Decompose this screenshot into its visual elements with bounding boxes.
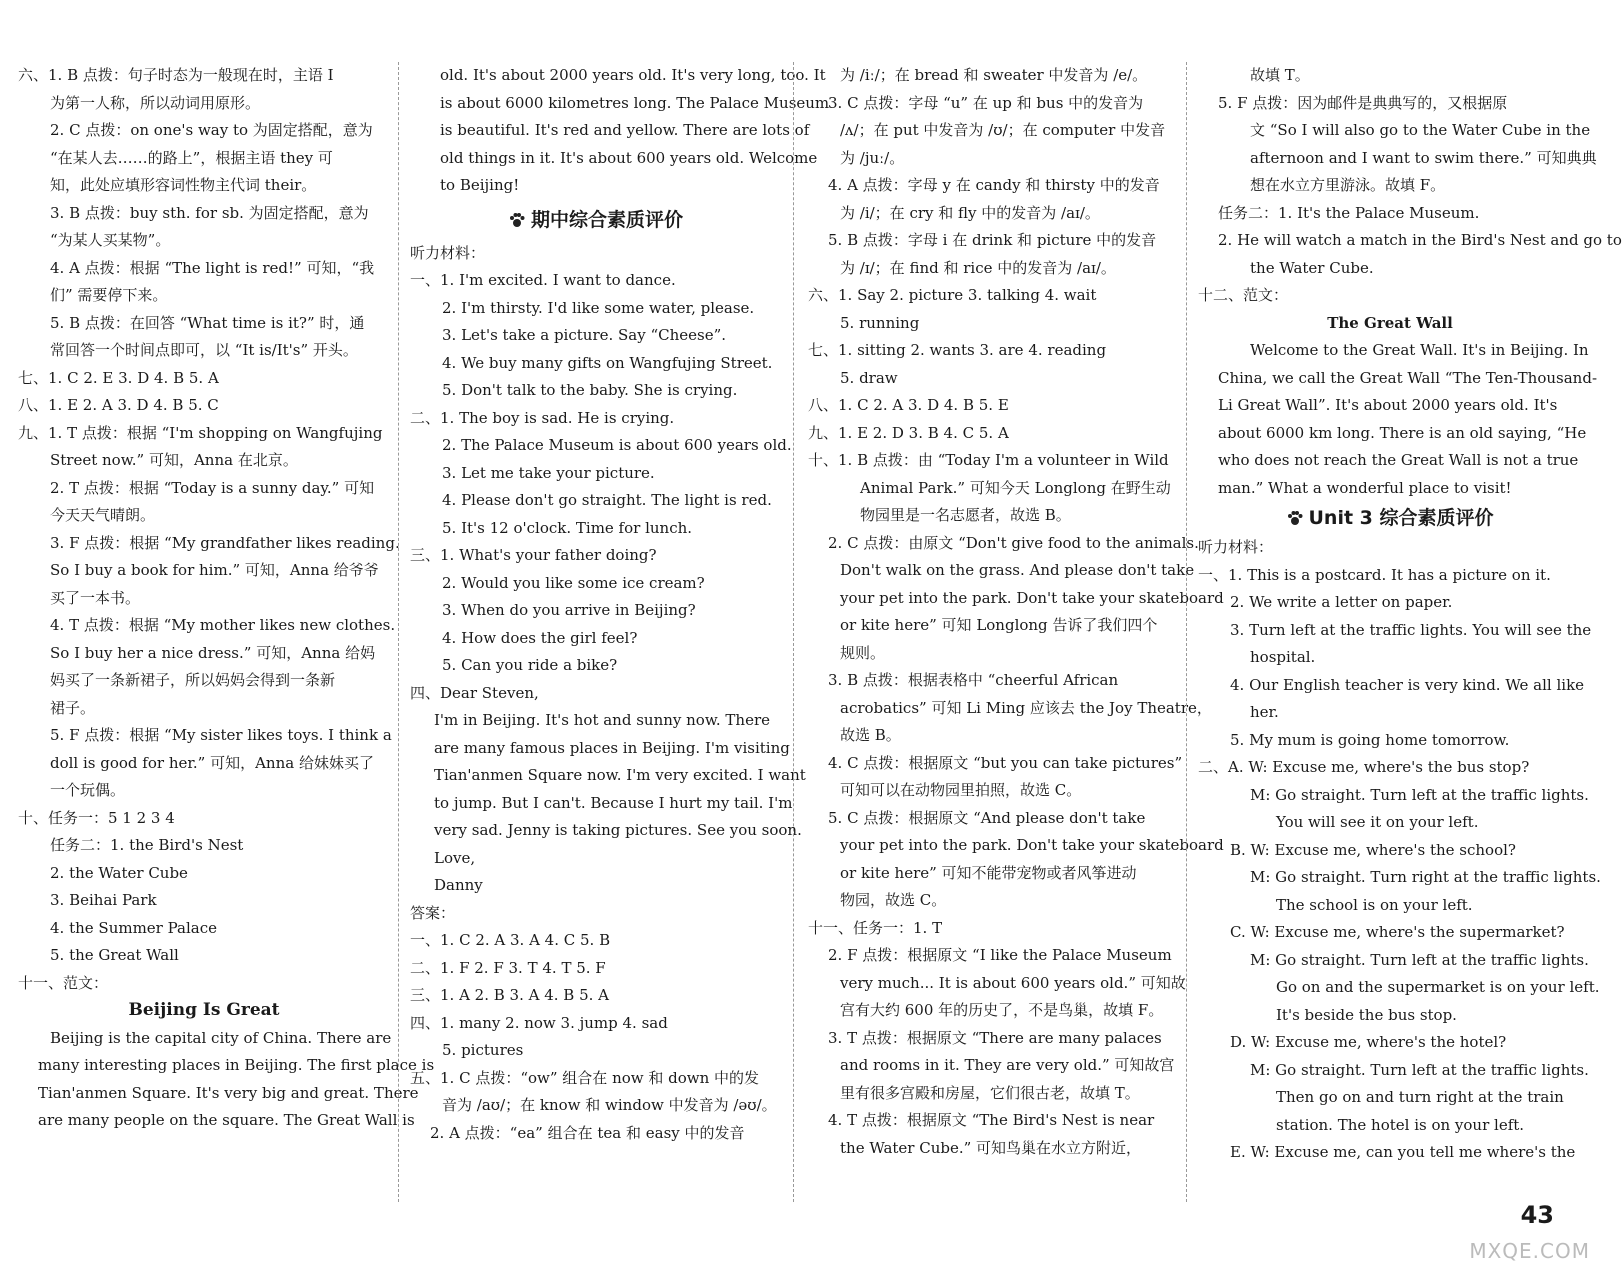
text-line: 2. He will watch a match in the Bird's Nest and go to: [1218, 231, 1622, 249]
section-heading: [410, 204, 782, 236]
text-line: 九、1. T 点拨：根据 “I'm shopping on Wangfujing: [18, 423, 383, 442]
text-line: 5. B 点拨：字母 i 在 drink 和 picture 中的发音: [828, 231, 1157, 249]
text-line: are many famous places in Beijing. I'm visiting: [434, 738, 790, 757]
text-line: 5. F 点拨：因为邮件是典典写的，又根据原: [1218, 93, 1508, 112]
text-line: 知，此处应填形容词性物主代词 their。: [50, 176, 317, 194]
text-line: 任务二：1. It's the Palace Museum.: [1218, 203, 1480, 222]
text-line: /ʌ/；在 put 中发音为 /ʊ/；在 computer 中发音: [840, 121, 1166, 139]
text-line: who does not reach the Great Wall is not a true: [1218, 451, 1579, 469]
text-line: old things in it. It's about 600 years old. Welcome: [440, 148, 818, 167]
text-line: 文 “So I will also go to the Water Cube in the: [1250, 121, 1591, 139]
text-line: The school is on your left.: [1276, 895, 1473, 914]
page-number: 43: [1520, 1201, 1554, 1229]
text-line: 4. T 点拨：根据原文 “The Bird's Nest is near: [828, 1111, 1155, 1129]
text-line: 为 /iː/；在 bread 和 sweater 中发音为 /e/。: [840, 66, 1148, 84]
text-line: 想在水立方里游泳。故填 F。: [1250, 176, 1446, 194]
text-line: 一、1. This is a postcard. It has a picture on it.: [1198, 565, 1551, 584]
text-line: Go on and the supermarket is on your left.: [1276, 978, 1600, 996]
text-line: 们” 需要停下来。: [50, 286, 168, 304]
text-line: M: Go straight. Turn left at the traffic lights.: [1250, 785, 1589, 804]
text-line: Street now.” 可知，Anna 在北京。: [50, 451, 298, 469]
text-line: Then go on and turn right at the train: [1276, 1088, 1564, 1106]
text-line: or kite here” 可知不能带宠物或者风筝进动: [840, 863, 1137, 882]
text-line: 4. We buy many gifts on Wangfujing Street.: [442, 353, 773, 372]
text-line: 故选 B。: [840, 726, 901, 744]
text-line: hospital.: [1250, 648, 1316, 666]
text-line: 2. the Water Cube: [50, 863, 188, 882]
text-line: 任务二：1. the Bird's Nest: [50, 836, 244, 854]
text-line: 二、1. The boy is sad. He is crying.: [410, 408, 675, 427]
text-line: 2. Would you like some ice cream?: [442, 573, 705, 592]
text-line: 五、1. C 点拨：“ow” 组合在 now 和 down 中的发: [410, 1068, 760, 1087]
text-line: 七、1. sitting 2. wants 3. are 4. reading: [808, 341, 1107, 359]
text-line: C. W: Excuse me, where's the supermarket?: [1230, 923, 1565, 941]
text-line: station. The hotel is on your left.: [1276, 1115, 1525, 1134]
text-line: 今天天气晴朗。: [50, 506, 156, 524]
text-line: 5. Can you ride a bike?: [442, 656, 618, 674]
text-line: your pet into the park. Don't take your skateboard: [840, 836, 1224, 854]
text-line: 六、1. B 点拨：句子时态为一般现在时，主语 I: [18, 66, 334, 84]
text-line: 为 /ɪ/；在 find 和 rice 中的发音为 /aɪ/。: [840, 258, 1116, 277]
text-line: her.: [1250, 703, 1279, 721]
text-line: 六、1. Say 2. picture 3. talking 4. wait: [808, 286, 1097, 304]
text-line: 物园里是一名志愿者，故选 B。: [860, 506, 1071, 524]
text-line: 十、1. B 点拨：由 “Today I'm a volunteer in Wild: [808, 451, 1169, 469]
text-line: E. W: Excuse me, can you tell me where's the: [1230, 1143, 1576, 1161]
text-line: doll is good for her.” 可知，Anna 给妹妹买了: [50, 753, 374, 772]
text-line: 2. We write a letter on paper.: [1230, 593, 1453, 611]
text-line: the Water Cube.” 可知鸟巢在水立方附近，: [840, 1138, 1142, 1157]
text-line: 十、任务一：5 1 2 3 4: [18, 808, 175, 827]
text-line: 九、1. E 2. D 3. B 4. C 5. A: [808, 423, 1009, 442]
text-line: 一个玩偶。: [50, 781, 126, 799]
text-line: to jump. But I can't. Because I hurt my tail. I'm: [434, 793, 793, 812]
text-line: Welcome to the Great Wall. It's in Beijing. In: [1250, 341, 1589, 359]
text-line: 为 /juː/。: [840, 148, 905, 167]
text-line: 里有很多宫殿和房屋，它们很古老，故填 T。: [840, 1083, 1140, 1102]
text-line: D. W: Excuse me, where's the hotel?: [1230, 1033, 1507, 1051]
text-line: many interesting places in Beijing. The first place is: [38, 1056, 435, 1074]
text-line: about 6000 km long. There is an old saying, “He: [1218, 423, 1587, 442]
text-line: to Beijing!: [440, 176, 520, 194]
text-line: So I buy a book for him.” 可知，Anna 给爷爷: [50, 561, 379, 579]
text-line: 听力材料：: [1198, 538, 1274, 556]
text-line: 5. F 点拨：根据 “My sister likes toys. I think a: [50, 726, 392, 744]
text-line: 裙子。: [50, 698, 96, 717]
text-line: 2. The Palace Museum is about 600 years old.: [442, 436, 792, 454]
text-line: 三、1. What's your father doing?: [410, 546, 657, 564]
text-line: and rooms in it. They are very old.” 可知故宫: [840, 1056, 1175, 1074]
text-line: 答案：: [410, 903, 456, 922]
text-line: 宫有大约 600 年的历史了，不是鸟巢，故填 F。: [840, 1001, 1164, 1019]
text-line: Don't walk on the grass. And please don't take: [840, 561, 1195, 579]
watermark: MXQE.COM: [1469, 1239, 1590, 1263]
text-line: 3. B 点拨：根据表格中 “cheerful African: [828, 671, 1119, 689]
text-line: 2. C 点拨：由原文 “Don't give food to the animals.: [828, 533, 1199, 552]
text-line: 二、A. W: Excuse me, where's the bus stop?: [1198, 758, 1530, 776]
text-line: 4. A 点拨：字母 y 在 candy 和 thirsty 中的发音: [828, 176, 1160, 194]
text-line: Tian'anmen Square. It's very big and great. There: [38, 1083, 419, 1102]
text-line: your pet into the park. Don't take your skateboard: [840, 588, 1224, 607]
text-line: 2. C 点拨：on one's way to 为固定搭配，意为: [50, 121, 373, 139]
text-line: old. It's about 2000 years old. It's very long, too. It: [440, 66, 826, 84]
text-line: 四、Dear Steven,: [410, 683, 539, 702]
section-title: Unit 3 综合素质评价: [1308, 507, 1494, 529]
text-line: very much... It is about 600 years old.” 可知故: [840, 973, 1186, 992]
text-line: 常回答一个时间点即可，以 “It is/It's” 开头。: [50, 341, 358, 359]
text-line: Li Great Wall”. It's about 2000 years old. It's: [1218, 396, 1558, 414]
text-line: Danny: [434, 876, 483, 894]
text-line: 5. Don't talk to the baby. She is crying.: [442, 381, 738, 399]
text-line: 2. I'm thirsty. I'd like some water, please.: [442, 298, 755, 317]
text-line: 4. the Summer Palace: [50, 918, 217, 937]
text-line: 十一、范文：: [18, 973, 109, 992]
text-line: 5. pictures: [442, 1041, 524, 1059]
text-line: I'm in Beijing. It's hot and sunny now. There: [434, 711, 771, 729]
text-line: 一、1. C 2. A 3. A 4. C 5. B: [410, 931, 611, 949]
text-line: 一、1. I'm excited. I want to dance.: [410, 271, 676, 289]
text-line: is beautiful. It's red and yellow. There are lots of: [440, 121, 810, 139]
text-line: Tian'anmen Square now. I'm very excited. I want: [434, 766, 806, 784]
text-line: 七、1. C 2. E 3. D 4. B 5. A: [18, 368, 219, 387]
text-line: 5. My mum is going home tomorrow.: [1230, 730, 1510, 749]
text-line: 音为 /aʊ/；在 know 和 window 中发音为 /əʊ/。: [442, 1096, 777, 1114]
text-line: acrobatics” 可知 Li Ming 应该去 the Joy Theatre，: [840, 698, 1212, 717]
text-line: 5. B 点拨：在回答 “What time is it?” 时，通: [50, 313, 365, 332]
text-line: So I buy her a nice dress.” 可知，Anna 给妈: [50, 643, 376, 662]
text-line: the Water Cube.: [1250, 258, 1374, 277]
text-line: Animal Park.” 可知今天 Longlong 在野生动: [860, 478, 1171, 497]
text-line: 3. Let me take your picture.: [442, 463, 655, 482]
text-line: 四、1. many 2. now 3. jump 4. sad: [410, 1013, 668, 1032]
text-line: China, we call the Great Wall “The Ten-Thousand-: [1218, 368, 1598, 387]
text-line: 5. C 点拨：根据原文 “And please don't take: [828, 808, 1146, 827]
text-line: Beijing is the capital city of China. There are: [50, 1028, 392, 1047]
text-line: 3. When do you arrive in Beijing?: [442, 601, 696, 619]
text-line: 三、1. A 2. B 3. A 4. B 5. A: [410, 986, 610, 1004]
text-line: 妈买了一条新裙子，所以妈妈会得到一条新: [50, 671, 336, 689]
text-line: 物园，故选 C。: [840, 891, 947, 909]
text-line: 故填 T。: [1250, 66, 1310, 84]
answer-column-3: [808, 62, 1224, 1162]
text-line: M: Go straight. Turn right at the traffic lights.: [1250, 868, 1601, 886]
text-line: 5. draw: [840, 368, 898, 387]
paw-icon: [1287, 510, 1303, 526]
text-line: Love,: [434, 848, 476, 867]
column-divider: [398, 62, 399, 1202]
text-line: B. W: Excuse me, where's the school?: [1230, 840, 1516, 859]
paw-icon: [509, 212, 525, 228]
essay-title: Beijing Is Great: [128, 1000, 280, 1020]
text-line: M: Go straight. Turn left at the traffic lights.: [1250, 1060, 1589, 1079]
text-line: 4. Our English teacher is very kind. We all like: [1230, 675, 1585, 694]
text-line: M: Go straight. Turn left at the traffic lights.: [1250, 950, 1589, 969]
text-line: very sad. Jenny is taking pictures. See you soon.: [434, 821, 802, 839]
text-line: 3. B 点拨：buy sth. for sb. 为固定搭配，意为: [50, 203, 369, 222]
text-line: man.” What a wonderful place to visit!: [1218, 478, 1512, 497]
text-line: 4. T 点拨：根据 “My mother likes new clothes.: [50, 616, 396, 634]
text-line: “为某人买某物”。: [50, 231, 171, 249]
text-line: “在某人去……的路上”，根据主语 they 可: [50, 148, 333, 167]
text-line: 3. Turn left at the traffic lights. You will see the: [1230, 620, 1592, 639]
text-line: It's beside the bus stop.: [1276, 1005, 1457, 1024]
text-line: 听力材料：: [410, 243, 486, 262]
text-line: 八、1. C 2. A 3. D 4. B 5. E: [808, 396, 1009, 414]
text-line: 十二、范文：: [1198, 286, 1289, 304]
text-line: or kite here” 可知 Longlong 告诉了我们四个: [840, 616, 1158, 634]
text-line: 买了一本书。: [50, 588, 141, 607]
text-line: 可知可以在动物园里拍照，故选 C。: [840, 781, 1082, 799]
text-line: 3. Let's take a picture. Say “Cheese”.: [442, 326, 727, 344]
column-divider: [793, 62, 794, 1202]
text-line: 八、1. E 2. A 3. D 4. B 5. C: [18, 396, 219, 414]
text-line: 3. Beihai Park: [50, 891, 157, 909]
text-line: 5. running: [840, 313, 920, 332]
section-heading: [1198, 502, 1582, 534]
essay-title: The Great Wall: [1327, 313, 1453, 332]
text-line: 3. T 点拨：根据原文 “There are many palaces: [828, 1028, 1162, 1047]
text-line: is about 6000 kilometres long. The Palace Museum: [440, 93, 830, 112]
text-line: 二、1. F 2. F 3. T 4. T 5. F: [410, 958, 606, 977]
text-line: are many people on the square. The Great Wall is: [38, 1111, 415, 1129]
text-line: afternoon and I want to swim there.” 可知典典: [1250, 148, 1597, 167]
text-line: 2. A 点拨：“ea” 组合在 tea 和 easy 中的发音: [430, 1123, 745, 1142]
text-line: You will see it on your left.: [1276, 813, 1479, 831]
text-line: 2. F 点拨：根据原文 “I like the Palace Museum: [828, 946, 1172, 964]
text-line: 为第一人称，所以动词用原形。: [50, 93, 261, 112]
text-line: 4. How does the girl feel?: [442, 628, 638, 647]
text-line: 3. C 点拨：字母 “u” 在 up 和 bus 中的发音为: [828, 93, 1144, 112]
answer-column-2: [410, 62, 830, 1147]
text-line: 4. C 点拨：根据原文 “but you can take pictures”: [828, 753, 1183, 772]
text-line: 5. It's 12 o'clock. Time for lunch.: [442, 518, 693, 537]
text-line: 十一、任务一：1. T: [808, 918, 943, 937]
text-line: 为 /i/；在 cry 和 fly 中的发音为 /aɪ/。: [840, 203, 1100, 222]
text-line: 4. A 点拨：根据 “The light is red!” 可知，“我: [50, 258, 375, 277]
text-line: 4. Please don't go straight. The light is red.: [442, 491, 772, 509]
column-divider: [1186, 62, 1187, 1202]
text-line: 3. F 点拨：根据 “My grandfather likes reading.: [50, 533, 400, 552]
text-line: 5. the Great Wall: [50, 946, 179, 964]
answer-column-4: [1198, 62, 1622, 1167]
section-title: 期中综合素质评价: [530, 208, 683, 231]
text-line: 2. T 点拨：根据 “Today is a sunny day.” 可知: [50, 478, 375, 497]
text-line: 规则。: [840, 643, 886, 662]
